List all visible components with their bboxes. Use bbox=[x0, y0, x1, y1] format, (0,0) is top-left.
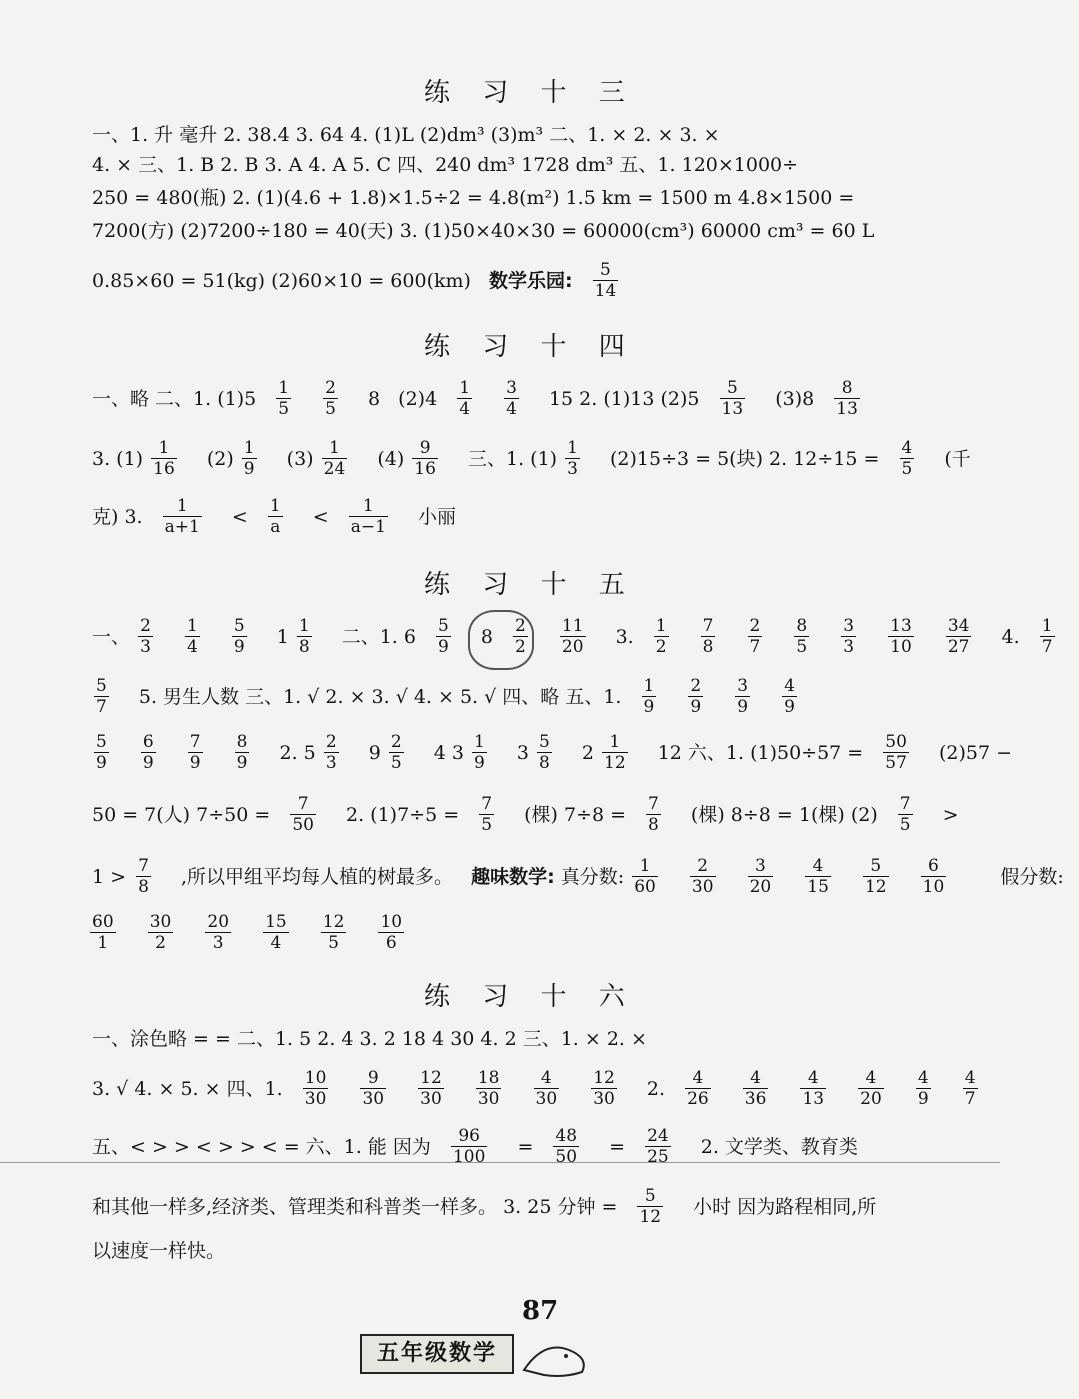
page-number: 87 bbox=[522, 1296, 559, 1326]
fraction: $\frac{34}{27}$ bbox=[947, 616, 970, 657]
fraction: $\frac{1}{9}$ bbox=[643, 676, 655, 717]
fraction: $\frac{60}{1}$ bbox=[92, 912, 114, 953]
fraction: $\frac{1}{5}$ bbox=[278, 378, 290, 419]
fraction: $\frac{4}{7}$ bbox=[964, 1068, 976, 1109]
s16-line-1: 一、涂色略 = = 二、1. 5 2. 4 3. 2 18 4 30 4. 2 三、1. × 2. × bbox=[92, 1028, 647, 1050]
fraction: $\frac{1}{4}$ bbox=[186, 616, 198, 657]
fraction: $\frac{15}{4}$ bbox=[265, 912, 287, 953]
fraction: $\frac{24}{25}$ bbox=[647, 1126, 669, 1167]
fraction: $\frac{8}{9}$ bbox=[236, 732, 248, 773]
fraction: $\frac{7}{5}$ bbox=[481, 794, 493, 835]
fraction: $\frac{2}{3}$ bbox=[325, 732, 337, 773]
text: 2. (1)7÷5 = bbox=[346, 803, 460, 826]
text: 二、1. 6 bbox=[341, 625, 416, 648]
text: 3. bbox=[615, 625, 634, 648]
seal-mascot-icon bbox=[514, 1320, 594, 1380]
fraction: $\frac{7}{8}$ bbox=[138, 856, 149, 897]
s13-line-2: 4. × 三、1. B 2. B 3. A 4. A 5. C 四、240 dm³ 1728 dm³ 五、1. 120×1000÷ bbox=[92, 154, 799, 176]
fraction: $\frac{5}{7}$ bbox=[96, 676, 107, 717]
section-16-title: 练 习 十 六 bbox=[424, 982, 637, 1012]
fraction: $\frac{5}{9}$ bbox=[96, 732, 107, 773]
text: 8 bbox=[480, 625, 493, 648]
fraction: $\frac{5}{12}$ bbox=[864, 856, 887, 897]
fraction: $\frac{2}{7}$ bbox=[749, 616, 761, 657]
text: (3)8 bbox=[775, 387, 815, 410]
fraction: $\frac{4}{30}$ bbox=[535, 1068, 558, 1109]
s13-line-5 bbox=[92, 260, 642, 301]
fraction: $\frac{3}{9}$ bbox=[737, 676, 749, 717]
scan-fold-line bbox=[0, 1162, 1000, 1163]
fraction: $\frac{12}{30}$ bbox=[420, 1068, 442, 1109]
section-14-title: 练 习 十 四 bbox=[424, 332, 637, 362]
fraction: $\frac{3}{20}$ bbox=[749, 856, 772, 897]
s13-line-3: 250 = 480(瓶) 2. (1)(4.6 + 1.8)×1.5÷2 = 4.8(m²) 1.5 km = 1500 m 4.8×1500 = bbox=[92, 187, 855, 209]
text: 克) 3. bbox=[92, 505, 143, 528]
fraction: $\frac{11}{20}$ bbox=[561, 616, 584, 657]
text: 3. (1) bbox=[92, 447, 144, 470]
fraction: $\frac{12}{5}$ bbox=[322, 912, 345, 953]
fraction: $\frac{4}{9}$ bbox=[784, 676, 795, 717]
fraction: $\frac{5}{14}$ bbox=[594, 260, 617, 301]
fraction: $\frac{1}{9}$ bbox=[243, 438, 255, 479]
text: (2) bbox=[206, 447, 234, 470]
s15-row-1 bbox=[92, 616, 1079, 657]
fraction: $\frac{2}{30}$ bbox=[691, 856, 714, 897]
text: < bbox=[231, 505, 248, 528]
text: 2 bbox=[581, 741, 594, 764]
fraction: $\frac{12}{30}$ bbox=[593, 1068, 615, 1109]
fraction: $\frac{7}{9}$ bbox=[189, 732, 201, 773]
text: 一、 bbox=[92, 625, 131, 648]
fraction: $\frac{7}{50}$ bbox=[292, 794, 314, 835]
fraction: $\frac{7}{8}$ bbox=[648, 794, 659, 835]
fraction: $\frac{10}{30}$ bbox=[304, 1068, 327, 1109]
fraction: $\frac{1}{4}$ bbox=[459, 378, 471, 419]
text: 2. bbox=[646, 1077, 666, 1100]
fraction: $\frac{4}{26}$ bbox=[687, 1068, 709, 1109]
fraction: $\frac{2}{9}$ bbox=[690, 676, 702, 717]
fraction: $\frac{4}{13}$ bbox=[802, 1068, 825, 1109]
fraction: $\frac{1}{8}$ bbox=[298, 616, 310, 657]
text: 五、< > > < > > < = 六、1. 能 因为 bbox=[92, 1135, 431, 1158]
s16-row-2 bbox=[92, 1068, 1002, 1109]
fraction: $\frac{5}{13}$ bbox=[721, 378, 744, 419]
fraction: $\frac{13}{10}$ bbox=[890, 616, 912, 657]
s14-row-2 bbox=[92, 438, 983, 479]
s15-row-5 bbox=[92, 856, 1076, 897]
text: 15 2. (1)13 (2)5 bbox=[548, 387, 700, 410]
text: 5. 男生人数 三、1. √ 2. × 3. √ 4. × 5. √ 四、略 五、1. bbox=[138, 685, 622, 708]
text: (棵) 7÷8 = bbox=[524, 803, 626, 826]
s14-row-3 bbox=[92, 496, 468, 537]
text: = bbox=[517, 1135, 534, 1158]
fraction: $\frac{96}{100}$ bbox=[452, 1126, 486, 1167]
text: (2)57 − bbox=[938, 741, 1013, 764]
fraction: $\frac{1}{3}$ bbox=[567, 438, 578, 479]
text: 小丽 bbox=[417, 505, 456, 528]
fraction: $\frac{1}{60}$ bbox=[634, 856, 656, 897]
fraction: $\frac{1}{9}$ bbox=[473, 732, 485, 773]
grade-subject-label: 五年级数学 bbox=[360, 1334, 514, 1374]
s13-line-4: 7200(方) (2)7200÷180 = 40(天) 3. (1)50×40×30 = 60000(cm³) 60000 cm³ = 60 L bbox=[92, 220, 875, 242]
s15-row-3 bbox=[92, 732, 1024, 773]
text: 12 六、1. (1)50÷57 = bbox=[657, 741, 864, 764]
fraction: $\frac{50}{57}$ bbox=[885, 732, 907, 773]
fraction: $\frac{1}{12}$ bbox=[604, 732, 626, 773]
text: 4 3 bbox=[433, 741, 464, 764]
fraction: $\frac{6}{9}$ bbox=[142, 732, 154, 773]
text: (4) bbox=[377, 447, 405, 470]
fraction: $\frac{5}{9}$ bbox=[233, 616, 245, 657]
fraction: $\frac{10}{6}$ bbox=[380, 912, 403, 953]
s16-row-4 bbox=[92, 1186, 888, 1227]
fraction: $\frac{7}{8}$ bbox=[702, 616, 714, 657]
fraction: $\frac{1}{24}$ bbox=[323, 438, 346, 479]
text: 8 bbox=[368, 387, 381, 410]
fraction: $\frac{1}{16}$ bbox=[153, 438, 175, 479]
fraction: $\frac{20}{3}$ bbox=[207, 912, 230, 953]
fraction: $\frac{4}{36}$ bbox=[744, 1068, 767, 1109]
text: = bbox=[609, 1135, 626, 1158]
s15-row-4 bbox=[92, 794, 971, 835]
text: > bbox=[942, 803, 959, 826]
fraction: $\frac{4}{15}$ bbox=[807, 856, 829, 897]
fraction: $\frac{6}{10}$ bbox=[922, 856, 945, 897]
s13-line-1: 一、1. 升 毫升 2. 38.4 3. 64 4. (1)L (2)dm³ (3)m³ 二、1. × 2. × 3. × bbox=[92, 124, 720, 146]
fun-math-label: 趣味数学: bbox=[471, 865, 555, 888]
s13-l5-label: 数学乐园: bbox=[488, 269, 573, 292]
fraction: $\frac{3}{3}$ bbox=[843, 616, 855, 657]
fraction: $\frac{1}{a+1}$ bbox=[164, 496, 200, 537]
fraction: $\frac{8}{13}$ bbox=[836, 378, 858, 419]
fraction: $\frac{4}{9}$ bbox=[917, 1068, 929, 1109]
s15-row-6 bbox=[88, 912, 428, 953]
text: 50 = 7(人) 7÷50 = bbox=[92, 803, 271, 826]
text: 3. √ 4. × 5. × 四、1. bbox=[92, 1077, 283, 1100]
text: 假分数: bbox=[1000, 865, 1064, 888]
text: < bbox=[312, 505, 329, 528]
text: 1 bbox=[276, 625, 289, 648]
text: 2. 文学类、教育类 bbox=[700, 1135, 858, 1158]
section-15-title: 练 习 十 五 bbox=[424, 570, 637, 600]
text: 9 bbox=[368, 741, 381, 764]
fraction: $\frac{1}{7}$ bbox=[1041, 616, 1053, 657]
text: 三、1. (1) bbox=[467, 447, 558, 470]
fraction: $\frac{2}{5}$ bbox=[390, 732, 402, 773]
fraction: $\frac{4}{5}$ bbox=[901, 438, 913, 479]
fraction: $\frac{3}{4}$ bbox=[506, 378, 517, 419]
text: 真分数: bbox=[560, 865, 625, 888]
fraction: $\frac{4}{20}$ bbox=[860, 1068, 882, 1109]
fraction: $\frac{2}{3}$ bbox=[140, 616, 151, 657]
s16-row-3 bbox=[92, 1126, 870, 1167]
s13-l5-text: 0.85×60 = 51(kg) (2)60×10 = 600(km) bbox=[92, 269, 471, 292]
fraction: $\frac{1}{2}$ bbox=[655, 616, 667, 657]
fraction: $\frac{18}{30}$ bbox=[477, 1068, 500, 1109]
fraction: $\frac{2}{2}$ bbox=[515, 616, 526, 657]
text: 4. bbox=[1001, 625, 1020, 648]
s15-row-2 bbox=[92, 676, 821, 717]
text: ,所以甲组平均每人植的树最多。 bbox=[180, 865, 454, 888]
fraction: $\frac{9}{30}$ bbox=[362, 1068, 385, 1109]
fraction: $\frac{5}{9}$ bbox=[438, 616, 449, 657]
text: 2. 5 bbox=[279, 741, 316, 764]
fraction: $\frac{1}{a-1}$ bbox=[350, 496, 386, 537]
text: 小时 因为路程相同,所 bbox=[693, 1195, 877, 1218]
s16-line-5: 以速度一样快。 bbox=[92, 1240, 226, 1262]
s14-row-1 bbox=[92, 378, 884, 419]
text: (2)4 bbox=[398, 387, 438, 410]
text: (棵) 8÷8 = 1(棵) (2) bbox=[690, 803, 878, 826]
text: (2)15÷3 = 5(块) 2. 12÷15 = bbox=[610, 447, 880, 470]
text: 3 bbox=[516, 741, 529, 764]
text: (千 bbox=[944, 447, 971, 470]
fraction: $\frac{9}{16}$ bbox=[414, 438, 436, 479]
fraction: $\frac{1}{a}$ bbox=[269, 496, 281, 537]
text: 1 > bbox=[92, 865, 127, 888]
fraction: $\frac{2}{5}$ bbox=[325, 378, 336, 419]
text: 和其他一样多,经济类、管理类和科普类一样多。 3. 25 分钟 = bbox=[92, 1195, 618, 1218]
fraction: $\frac{7}{5}$ bbox=[899, 794, 911, 835]
fraction: $\frac{5}{8}$ bbox=[538, 732, 550, 773]
fraction: $\frac{30}{2}$ bbox=[149, 912, 172, 953]
fraction: $\frac{8}{5}$ bbox=[796, 616, 808, 657]
fraction: $\frac{5}{12}$ bbox=[639, 1186, 662, 1227]
fraction: $\frac{48}{50}$ bbox=[555, 1126, 578, 1167]
text: 一、略 二、1. (1)5 bbox=[92, 387, 257, 410]
section-13-title: 练 习 十 三 bbox=[424, 78, 637, 108]
text: (3) bbox=[286, 447, 314, 470]
